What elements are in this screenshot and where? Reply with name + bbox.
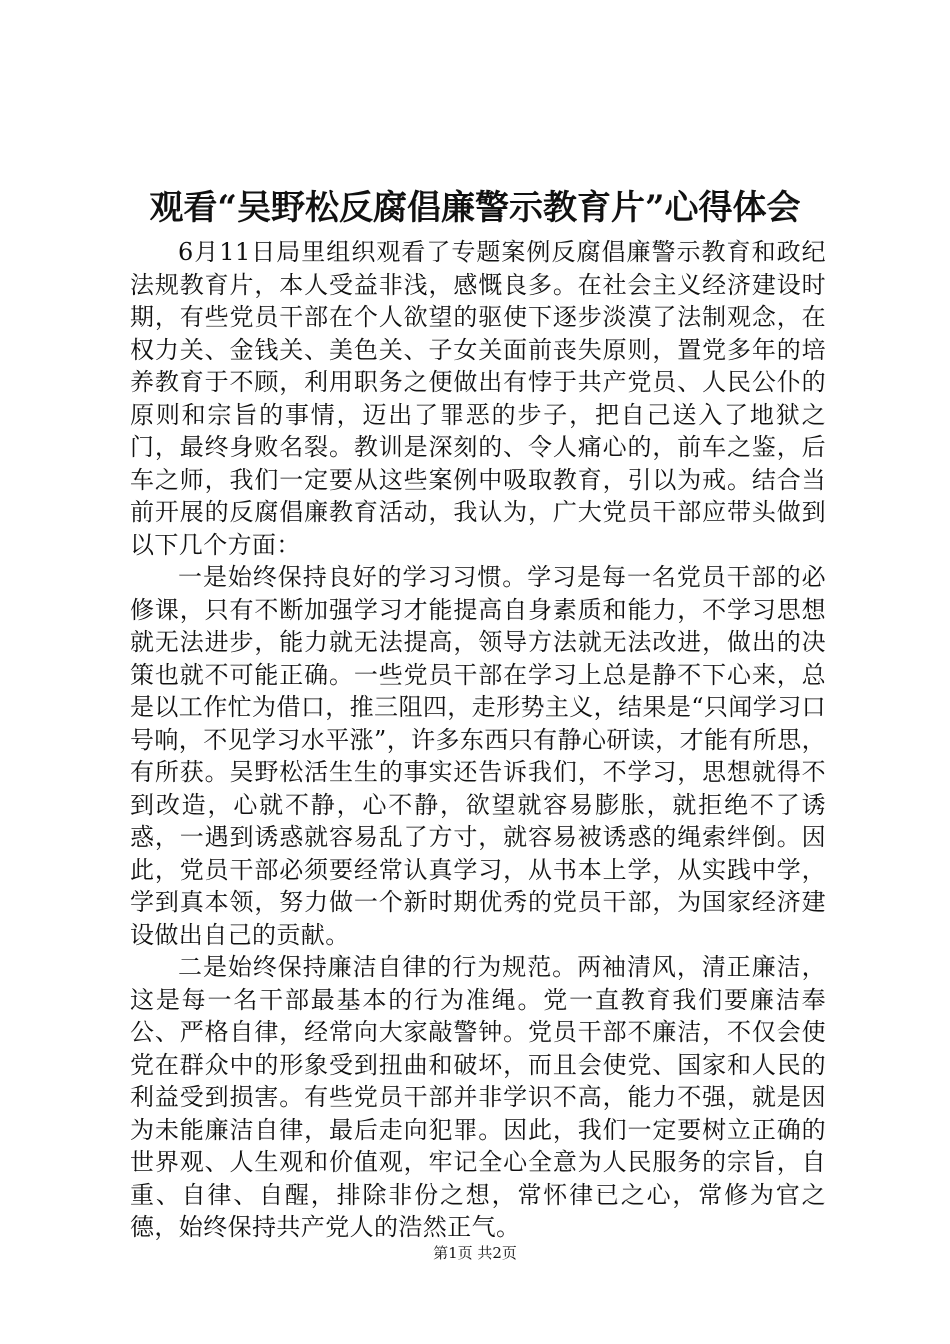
paragraph-intro: 6月11日局里组织观看了专题案例反腐倡廉警示教育和政纪法规教育片，本人受益非浅，感慨良多。在社会主义经济建设时期，有些党员干部在个人欲望的驱使下逐步淡漠了法制观念，在权力关、金钱关、美色关、子女关面前丧失原则，置党多年的培养教育于不顾，利用职务之便做出有悖于共产党员、人民公仆的原则和宗旨的事情，迈出了罪恶的步子，把自己送入了地狱之门，最终身败名裂。教训是深刻的、令人痛心的，前车之鉴，后车之师，我们一定要从这些案例中吸取教育，引以为戒。结合当前开展的反腐倡廉教育活动，我认为，广大党员干部应带头做到以下几个方面： — [130, 238, 826, 559]
page-number-footer: 第1页 共2页 — [433, 1244, 517, 1262]
paragraph-integrity: 二是始终保持廉洁自律的行为规范。两袖清风，清正廉洁，这是每一名干部最基本的行为准绳。党一直教育我们要廉洁奉公、严格自律，经常向大家敲警钟。党员干部不廉洁，不仅会使党在群众中的形象受到扭曲和破坏，而且会使党、国家和人民的利益受到损害。有些党员干部并非学识不高，能力不强，就是因为未能廉洁自律，最后走向犯罪。因此，我们一定要树立正确的世界观、人生观和价值观，牢记全心全意为人民服务的宗旨，自重、自律、自醒，排除非份之想，常怀律已之心，常修为官之德，始终保持共产党人的浩然正气。 — [130, 953, 826, 1241]
paragraph-study-habit: 一是始终保持良好的学习习惯。学习是每一名党员干部的必修课，只有不断加强学习才能提高自身素质和能力，不学习思想就无法进步，能力就无法提高，领导方法就无法改进，做出的决策也就不可能正确。一些党员干部在学习上总是静不下心来，总是以工作忙为借口，推三阻四，走形势主义，结果是“只闻学习口号响，不见学习水平涨”，许多东西只有静心研读，才能有所思，有所获。吴野松活生生的事实还告诉我们，不学习，思想就得不到改造，心就不静，心不静，欲望就容易膨胀，就拒绝不了诱惑，一遇到诱惑就容易乱了方寸，就容易被诱惑的绳索绊倒。因此，党员干部必须要经常认真学习，从书本上学，从实践中学，学到真本领，努力做一个新时期优秀的党员干部，为国家经济建设做出自己的贡献。 — [130, 563, 826, 949]
document-body — [130, 236, 826, 1244]
document-title: 观看“吴野松反腐倡廉警示教育片”心得体会 — [149, 188, 801, 228]
